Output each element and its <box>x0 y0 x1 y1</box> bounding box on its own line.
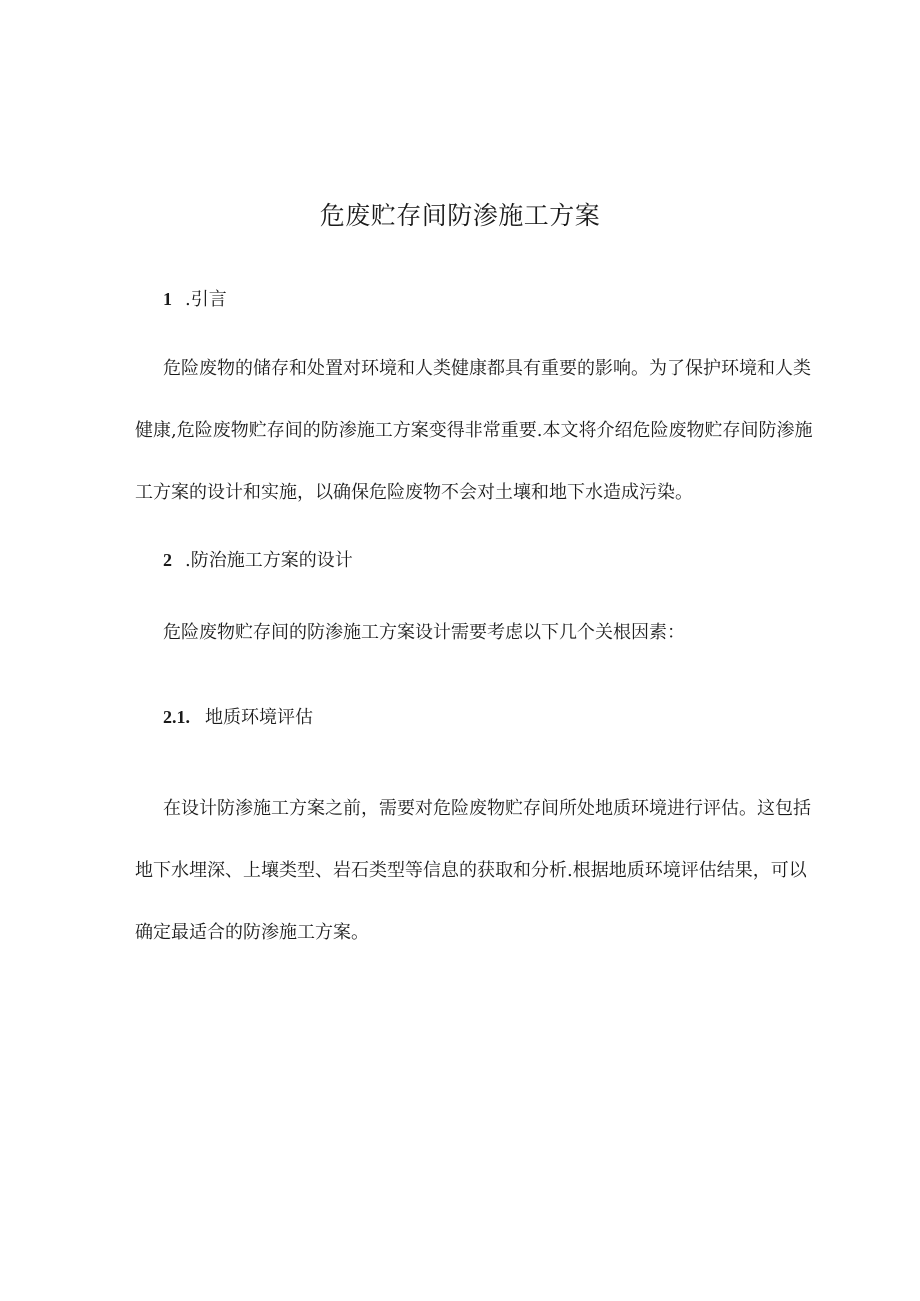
section-label: 地质环境评估 <box>205 707 313 728</box>
subsection-heading-geology <box>163 704 313 731</box>
section-label: .引言 <box>185 289 227 310</box>
section-heading-introduction <box>163 286 227 313</box>
section-number: 2.1. <box>163 707 190 727</box>
paragraph-line: 确定最适合的防渗施工方案。 <box>135 922 369 943</box>
paragraph-line: 危险废物的储存和处置对环境和人类健康都具有重要的影响。为了保护环境和人类 <box>163 358 811 379</box>
section-number: 1 <box>163 289 172 309</box>
paragraph-line: 健康,危险废物贮存间的防渗施工方案变得非常重要.本文将介绍危险废物贮存间防渗施 <box>135 420 813 441</box>
paragraph-line: 地下水埋深、上壤类型、岩石类型等信息的获取和分析.根据地质环境评估结果，可以 <box>135 860 807 881</box>
section-label: .防治施工方案的设计 <box>185 550 353 571</box>
paragraph-introduction <box>135 356 813 542</box>
paragraph-line: 在设计防渗施工方案之前，需要对危险废物贮存间所处地质环境进行评估。这包括 <box>163 798 811 819</box>
paragraph-design-factors <box>135 620 795 682</box>
section-number: 2 <box>163 550 172 570</box>
section-heading-design <box>163 547 353 574</box>
paragraph-geology-assessment <box>135 796 811 982</box>
document-title: 危废贮存间防渗施工方案 <box>319 201 601 230</box>
paragraph-line: 工方案的设计和实施，以确保危险废物不会对土壤和地下水造成污染。 <box>135 482 693 503</box>
paragraph-line: 危险废物贮存间的防渗施工方案设计需要考虑以下几个关根因素： <box>163 622 685 643</box>
